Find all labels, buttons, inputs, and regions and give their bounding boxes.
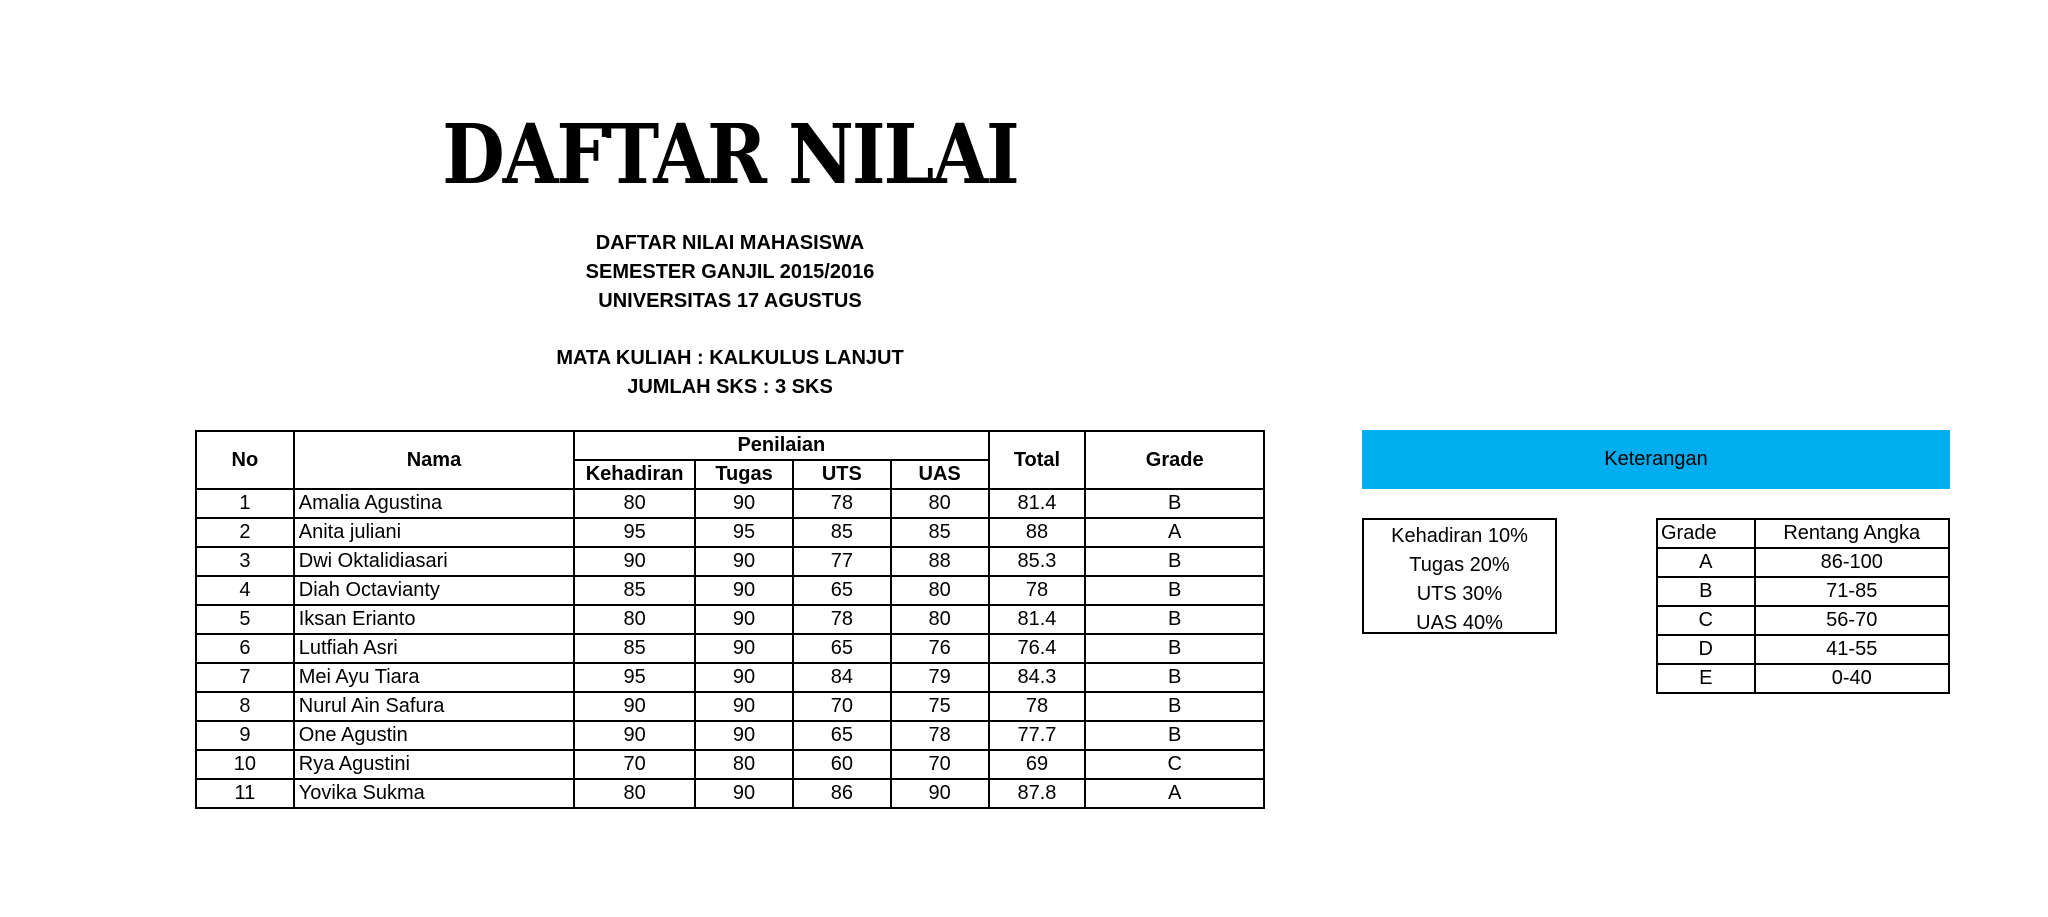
bobot-uas: UAS 40% <box>1416 612 1503 634</box>
cell-uas: 90 <box>891 779 989 808</box>
grade-cell-range: 56-70 <box>1755 606 1949 635</box>
cell-tugas: 90 <box>695 692 793 721</box>
cell-total: 81.4 <box>989 489 1086 518</box>
cell-total: 85.3 <box>989 547 1086 576</box>
table-row <box>196 634 1264 663</box>
cell-nama: One Agustin <box>294 721 574 750</box>
cell-kehadiran: 80 <box>574 779 695 808</box>
cell-no: 10 <box>196 750 294 779</box>
header-total: Total <box>989 431 1086 489</box>
cell-total: 77.7 <box>989 721 1086 750</box>
cell-grade: B <box>1085 663 1264 692</box>
cell-uas: 75 <box>891 692 989 721</box>
header-tugas: Tugas <box>695 460 793 489</box>
cell-nama: Amalia Agustina <box>294 489 574 518</box>
cell-total: 69 <box>989 750 1086 779</box>
cell-tugas: 90 <box>695 634 793 663</box>
cell-grade: A <box>1085 518 1264 547</box>
grade-cell-grade: A <box>1657 548 1755 577</box>
cell-tugas: 90 <box>695 721 793 750</box>
cell-no: 9 <box>196 721 294 750</box>
cell-no: 3 <box>196 547 294 576</box>
cell-uts: 60 <box>793 750 891 779</box>
sks-line: JUMLAH SKS : 3 SKS <box>627 376 833 398</box>
cell-uas: 80 <box>891 605 989 634</box>
cell-kehadiran: 80 <box>574 605 695 634</box>
cell-uts: 78 <box>793 489 891 518</box>
grade-row <box>1657 577 1949 606</box>
cell-nama: Yovika Sukma <box>294 779 574 808</box>
header-no: No <box>196 431 294 489</box>
header-grade: Grade <box>1085 431 1264 489</box>
grade-cell-range: 86-100 <box>1755 548 1949 577</box>
cell-nama: Nurul Ain Safura <box>294 692 574 721</box>
big-title: DAFTAR NILAI <box>442 104 1018 203</box>
grade-row <box>1657 664 1949 693</box>
cell-no: 5 <box>196 605 294 634</box>
cell-uts: 65 <box>793 721 891 750</box>
table-row <box>196 547 1264 576</box>
range-header: Rentang Angka <box>1755 519 1949 548</box>
cell-nama: Mei Ayu Tiara <box>294 663 574 692</box>
cell-uas: 78 <box>891 721 989 750</box>
cell-uts: 65 <box>793 634 891 663</box>
cell-kehadiran: 90 <box>574 692 695 721</box>
cell-no: 8 <box>196 692 294 721</box>
grades-table <box>195 430 1265 809</box>
cell-total: 84.3 <box>989 663 1086 692</box>
cell-kehadiran: 85 <box>574 576 695 605</box>
cell-grade: B <box>1085 692 1264 721</box>
cell-uas: 79 <box>891 663 989 692</box>
cell-total: 78 <box>989 576 1086 605</box>
table-row <box>196 605 1264 634</box>
table-row <box>196 663 1264 692</box>
cell-uts: 85 <box>793 518 891 547</box>
cell-no: 4 <box>196 576 294 605</box>
cell-grade: B <box>1085 605 1264 634</box>
keterangan-banner: Keterangan <box>1362 430 1950 489</box>
cell-total: 87.8 <box>989 779 1086 808</box>
grade-row <box>1657 635 1949 664</box>
cell-uas: 76 <box>891 634 989 663</box>
cell-total: 88 <box>989 518 1086 547</box>
cell-nama: Iksan Erianto <box>294 605 574 634</box>
cell-tugas: 90 <box>695 605 793 634</box>
header-penilaian: Penilaian <box>574 431 988 460</box>
cell-grade: B <box>1085 547 1264 576</box>
cell-nama: Anita juliani <box>294 518 574 547</box>
cell-tugas: 90 <box>695 489 793 518</box>
cell-kehadiran: 90 <box>574 547 695 576</box>
table-row <box>196 518 1264 547</box>
cell-no: 7 <box>196 663 294 692</box>
cell-grade: C <box>1085 750 1264 779</box>
table-row <box>196 750 1264 779</box>
cell-tugas: 90 <box>695 663 793 692</box>
subtitle-line-2: SEMESTER GANJIL 2015/2016 <box>585 261 875 283</box>
cell-nama: Rya Agustini <box>294 750 574 779</box>
grade-cell-grade: E <box>1657 664 1755 693</box>
cell-tugas: 80 <box>695 750 793 779</box>
cell-grade: A <box>1085 779 1264 808</box>
cell-total: 81.4 <box>989 605 1086 634</box>
table-row <box>196 779 1264 808</box>
cell-tugas: 90 <box>695 576 793 605</box>
grade-cell-grade: C <box>1657 606 1755 635</box>
cell-no: 6 <box>196 634 294 663</box>
grade-row <box>1657 606 1949 635</box>
header-uas: UAS <box>891 460 989 489</box>
bobot-box <box>1362 518 1557 634</box>
grade-cell-range: 71-85 <box>1755 577 1949 606</box>
subtitle-line-1: DAFTAR NILAI MAHASISWA <box>595 232 865 254</box>
cell-nama: Lutfiah Asri <box>294 634 574 663</box>
cell-kehadiran: 70 <box>574 750 695 779</box>
cell-kehadiran: 90 <box>574 721 695 750</box>
cell-tugas: 95 <box>695 518 793 547</box>
cell-total: 76.4 <box>989 634 1086 663</box>
grade-cell-range: 41-55 <box>1755 635 1949 664</box>
cell-grade: B <box>1085 489 1264 518</box>
table-row <box>196 489 1264 518</box>
header-nama: Nama <box>294 431 574 489</box>
grade-cell-range: 0-40 <box>1755 664 1949 693</box>
cell-tugas: 90 <box>695 779 793 808</box>
cell-no: 2 <box>196 518 294 547</box>
cell-uts: 70 <box>793 692 891 721</box>
cell-uas: 80 <box>891 489 989 518</box>
bobot-kehadiran: Kehadiran 10% <box>1391 525 1528 547</box>
cell-uas: 70 <box>891 750 989 779</box>
cell-grade: B <box>1085 721 1264 750</box>
cell-uts: 65 <box>793 576 891 605</box>
cell-no: 1 <box>196 489 294 518</box>
grade-cell-grade: D <box>1657 635 1755 664</box>
cell-kehadiran: 95 <box>574 663 695 692</box>
cell-uts: 86 <box>793 779 891 808</box>
cell-uas: 80 <box>891 576 989 605</box>
header-kehadiran: Kehadiran <box>574 460 695 489</box>
cell-uts: 78 <box>793 605 891 634</box>
course-line: MATA KULIAH : KALKULUS LANJUT <box>556 347 904 369</box>
cell-kehadiran: 80 <box>574 489 695 518</box>
cell-total: 78 <box>989 692 1086 721</box>
cell-grade: B <box>1085 634 1264 663</box>
grade-range-table <box>1656 518 1950 694</box>
cell-uas: 85 <box>891 518 989 547</box>
table-row <box>196 692 1264 721</box>
cell-uas: 88 <box>891 547 989 576</box>
cell-uts: 84 <box>793 663 891 692</box>
table-row <box>196 721 1264 750</box>
bobot-uts: UTS 30% <box>1416 583 1503 605</box>
cell-uts: 77 <box>793 547 891 576</box>
grade-cell-grade: B <box>1657 577 1755 606</box>
header-uts: UTS <box>793 460 891 489</box>
cell-nama: Dwi Oktalidiasari <box>294 547 574 576</box>
grade-row <box>1657 548 1949 577</box>
grade-header: Grade <box>1657 519 1755 548</box>
bobot-tugas: Tugas 20% <box>1409 554 1510 576</box>
cell-kehadiran: 95 <box>574 518 695 547</box>
cell-grade: B <box>1085 576 1264 605</box>
cell-no: 11 <box>196 779 294 808</box>
subtitle-line-3: UNIVERSITAS 17 AGUSTUS <box>598 290 862 312</box>
cell-nama: Diah Octavianty <box>294 576 574 605</box>
cell-tugas: 90 <box>695 547 793 576</box>
table-row <box>196 576 1264 605</box>
cell-kehadiran: 85 <box>574 634 695 663</box>
